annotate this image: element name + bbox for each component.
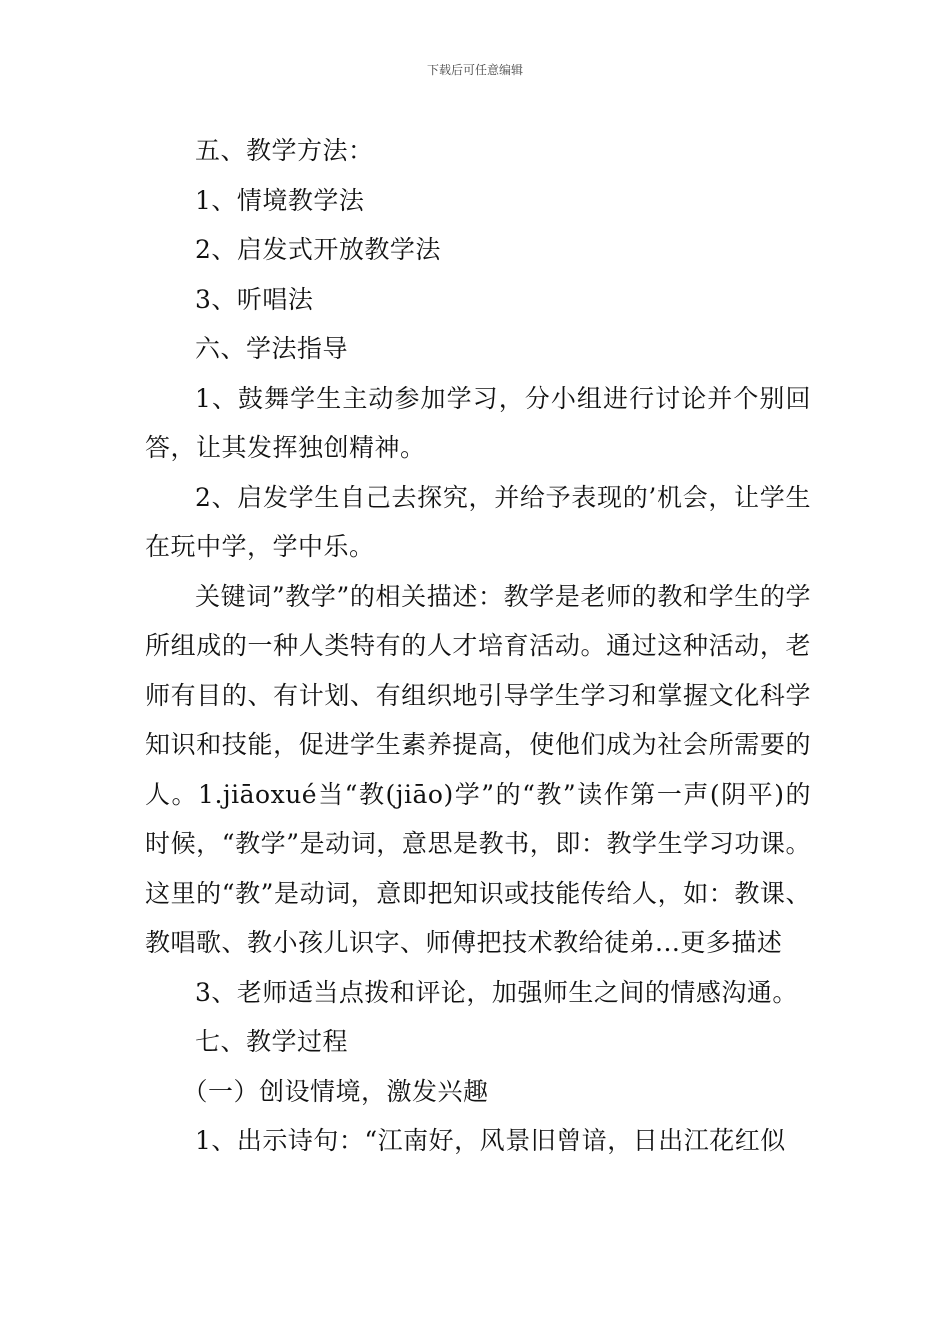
list-item-guidance-2: 2、启发学生自己去探究，并给予表现的’机会，让学生在玩中学，学中乐。 [145,482,811,561]
section-heading-teaching-methods: 五、教学方法： [195,136,374,165]
section-heading-study-guidance: 六、学法指导 [195,334,349,363]
list-item-show-poem: 1、出示诗句：“江南好，风景旧曾谙，日出江花红似 [195,1126,786,1155]
list-item-method-3: 3、听唱法 [195,284,314,314]
page-header: 下载后可任意编辑 [426,63,523,77]
list-item-guidance-1: 1、鼓舞学生主动参加学习，分小组进行讨论并个别回答，让其发挥独创精神。 [145,383,811,462]
list-item-method-1: 1、情境教学法 [195,185,365,215]
document-body [145,126,811,1166]
subsection-heading-create-situation: （一）创设情境，激发兴趣 [182,1076,489,1106]
keyword-description-paragraph: 关键词”教学”的相关描述：教学是老师的教和学生的学所组成的一种人类特有的人才培育活动。通过这种活动，老师有目的、有计划、有组织地引导学生学习和掌握文化科学知识和技能，促进学生素养提高，使他们成为社会所需要的人。1.jiāoxué当“教(jiāo)学”的“教”读作第一声(阴平)的时候，“教学”是动词，意思是教书，即：教学生学习功课。这里的“教”是动词，意即把知识或技能传给人，如：教课、教唱歌、教小孩儿识字、师傅把技术教给徒弟...更多描述 [145,581,811,957]
list-item-method-2: 2、启发式开放教学法 [195,235,441,264]
section-heading-teaching-process: 七、教学过程 [195,1027,349,1056]
list-item-guidance-3: 3、老师适当点拨和评论，加强师生之间的情感沟通。 [195,977,798,1007]
